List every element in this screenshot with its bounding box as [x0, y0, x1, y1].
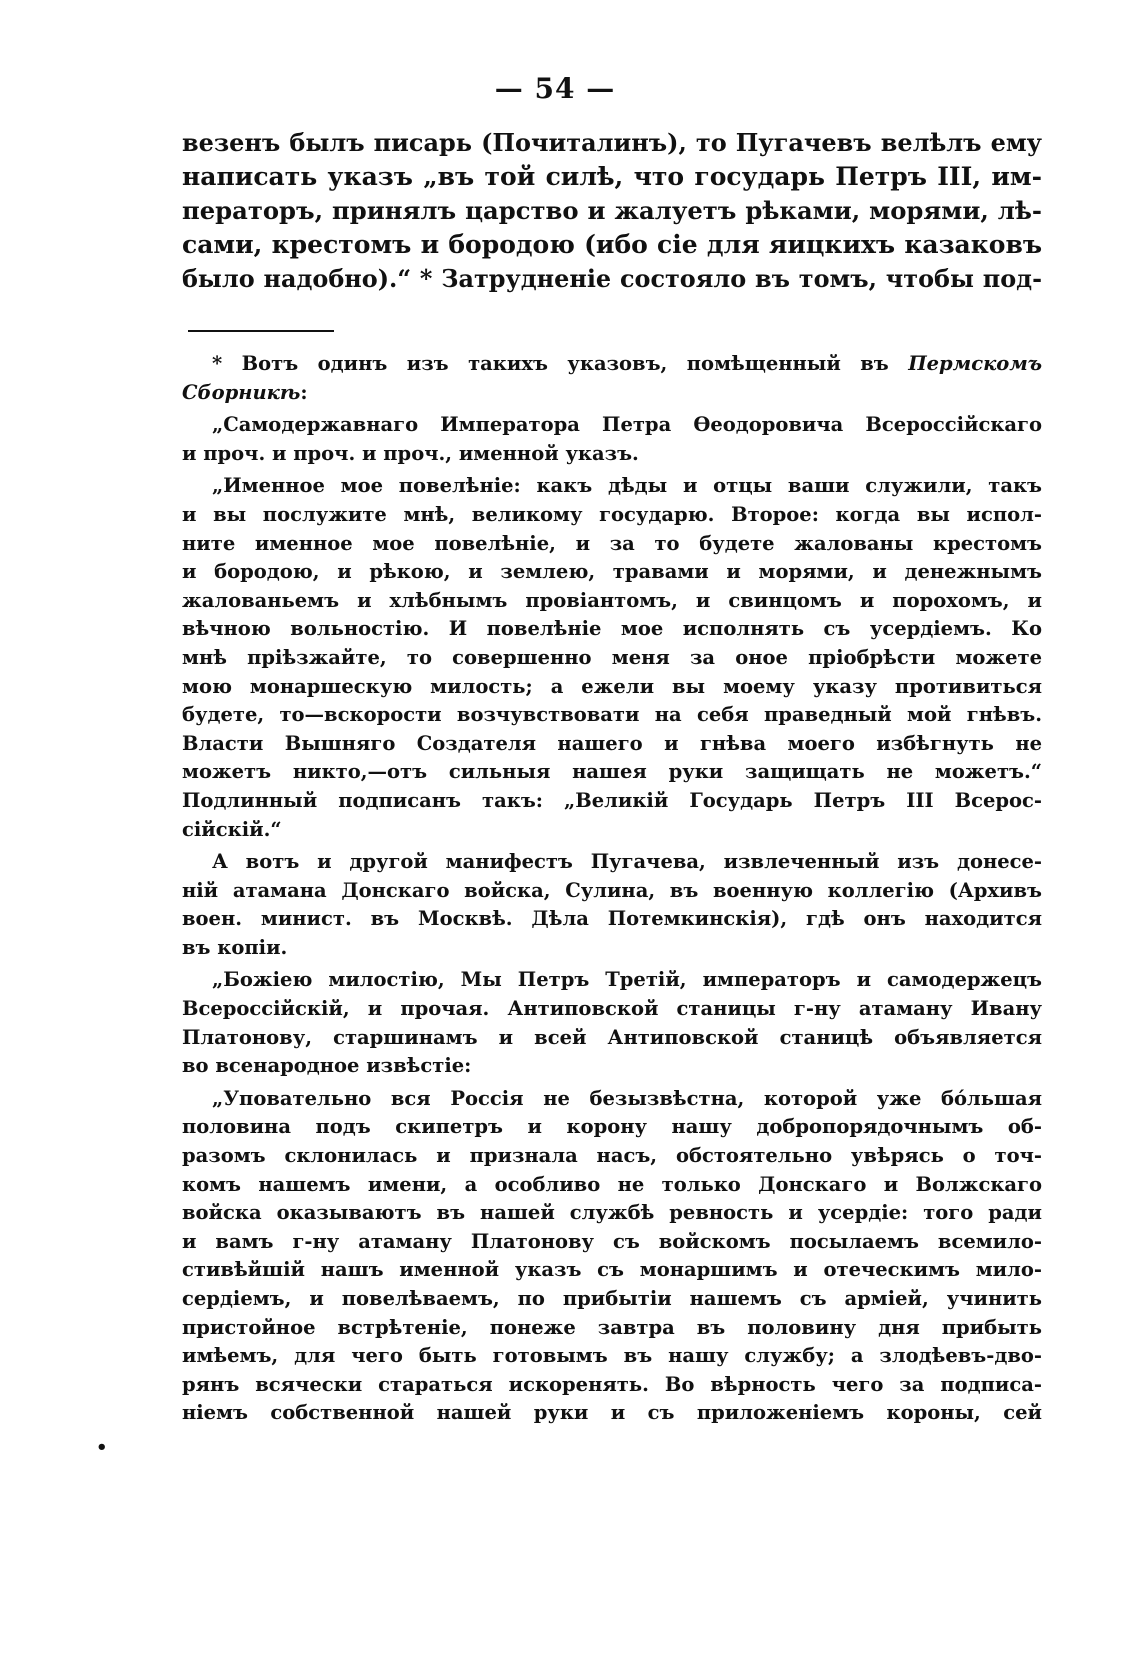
decree-line: и вы послужите мнѣ, великому государю. Второе: когда вы испол- — [182, 502, 1042, 526]
page-number: — 54 — — [494, 72, 616, 105]
decree-body — [182, 472, 1042, 844]
footnote-intro-line — [182, 379, 1042, 408]
manifesto-line: стивѣйшій нашъ именной указъ съ монаршимъ и отеческимъ мило- — [182, 1258, 1042, 1282]
footnote-line: А вотъ и другой манифестъ Пугачева, извлеченный изъ донесе- — [212, 850, 1042, 874]
manifesto-line: ніемъ собственной нашей руки и съ приложеніемъ короны, сей — [182, 1401, 1042, 1425]
manifesto-body — [182, 1085, 1042, 1428]
second-manifesto-intro — [182, 848, 1042, 962]
decree-title-line: и проч. и проч. и проч., именной указъ. — [182, 441, 639, 465]
decree-line: ните именное мое повелѣніе, и за то будете жалованы крестомъ — [182, 531, 1042, 555]
manifesto-line: разомъ склонилась и признала насъ, обстоятельно увѣрясь о точ- — [182, 1144, 1042, 1168]
main-text — [182, 126, 1042, 296]
decree-line: жалованьемъ и хлѣбнымъ провіантомъ, и свинцомъ и порохомъ, и — [182, 588, 1042, 612]
footnote-intro-end: : — [300, 380, 308, 404]
main-text-line: сами, крестомъ и бородою (ибо сіе для яицкихъ казаковъ — [182, 230, 1042, 259]
decree-line: сійскій.“ — [182, 817, 282, 841]
manifesto-line: рянъ всячески стараться искоренять. Во вѣрность чего за подписа- — [182, 1372, 1042, 1396]
manifesto-line: Платонову, старшинамъ и всей Антиповской станицѣ объявляется — [182, 1025, 1042, 1049]
decree-title — [182, 411, 1042, 468]
decree-line: „Именное мое повелѣніе: какъ дѣды и отцы ваши служили, такъ — [212, 474, 1042, 498]
footnotes — [182, 350, 1042, 1432]
manifesto-line: пристойное встрѣтеніе, понеже завтра въ половину дня прибыть — [182, 1315, 1042, 1339]
decree-title-line: „Самодержавнаго Императора Петра Ѳеодоровича Всероссійскаго — [212, 413, 1042, 437]
decree-line: Власти Вышняго Создателя нашего и гнѣва моего избѣгнуть не — [182, 731, 1042, 755]
footnote-line: воен. минист. въ Москвѣ. Дѣла Потемкинскія), гдѣ онъ находится — [182, 907, 1042, 931]
decree-line: и бородою, и рѣкою, и землею, травами и морями, и денежнымъ — [182, 560, 1042, 584]
decree-line: мнѣ пріѣзжайте, то совершенно меня за оное пріобрѣсти можете — [182, 645, 1042, 669]
margin-mark: • — [96, 1437, 108, 1458]
main-text-line: везенъ былъ писарь (Почиталинъ), то Пугачевъ велѣлъ ему — [182, 129, 1042, 157]
manifesto-heading — [182, 966, 1042, 1080]
decree-line: можетъ никто,—отъ сильныя нашея руки защищать не можетъ.“ — [182, 760, 1042, 784]
manifesto-line: „Уповательно вся Россія не безызвѣстна, которой уже бо́льшая — [212, 1086, 1042, 1110]
decree-line: будете, то—вскорости возчувствовати на себя праведный мой гнѣвъ. — [182, 703, 1042, 727]
main-text-line: ператоръ, принялъ царство и жалуетъ рѣками, морями, лѣ- — [182, 196, 1042, 225]
footnote-source-a: Пермскомъ — [908, 352, 1042, 375]
footnote-intro — [182, 350, 1042, 407]
footnote-separator — [188, 330, 334, 332]
footnote-line: ній атамана Донскаго войска, Сулина, въ военную коллегію (Архивъ — [182, 878, 1042, 902]
decree-line: мою монаршескую милость; а ежели вы моему указу противиться — [182, 674, 1042, 698]
main-text-line: было надобно).“ * Затрудненіе состояло въ томъ, чтобы под- — [182, 265, 1042, 293]
footnote-line: въ копіи. — [182, 935, 288, 959]
manifesto-line: во всенародное извѣстіе: — [182, 1054, 472, 1078]
manifesto-line: войска оказываютъ въ нашей службѣ ревность и усердіе: того ради — [182, 1201, 1042, 1225]
manifesto-line: имѣемъ, для чего быть готовымъ въ нашу службу; а злодѣевъ-дво- — [182, 1344, 1042, 1368]
manifesto-line: Всероссійскій, и прочая. Антиповской станицы г-ну атаману Ивану — [182, 997, 1042, 1021]
manifesto-line: сердіемъ, и повелѣваемъ, по прибытіи нашемъ съ арміей, учинить — [182, 1287, 1042, 1310]
footnote-intro-start: * Вотъ одинъ изъ такихъ указовъ, помѣщенный въ — [212, 352, 889, 375]
manifesto-line: комъ нашемъ имени, а особливо не только Донскаго и Волжскаго — [182, 1172, 1042, 1196]
footnote-source-b: Сборникѣ — [182, 380, 301, 404]
main-text-line: написать указъ „въ той силѣ, что государь Петръ III, им- — [182, 162, 1042, 191]
decree-line: вѣчною вольностію. И повелѣніе мое исполнять съ усердіемъ. Ко — [182, 617, 1042, 641]
manifesto-line: и вамъ г-ну атаману Платонову съ войскомъ посылаемъ всемило- — [182, 1229, 1042, 1253]
manifesto-line: половина подъ скипетръ и корону нашу добропорядочнымъ об- — [182, 1115, 1042, 1139]
manifesto-line: „Божіею милостію, Мы Петръ Третій, императоръ и самодержецъ — [212, 968, 1042, 992]
decree-line: Подлинный подписанъ такъ: „Великій Государь Петръ III Всерос- — [182, 788, 1042, 812]
footnote-intro-line — [182, 350, 1042, 379]
